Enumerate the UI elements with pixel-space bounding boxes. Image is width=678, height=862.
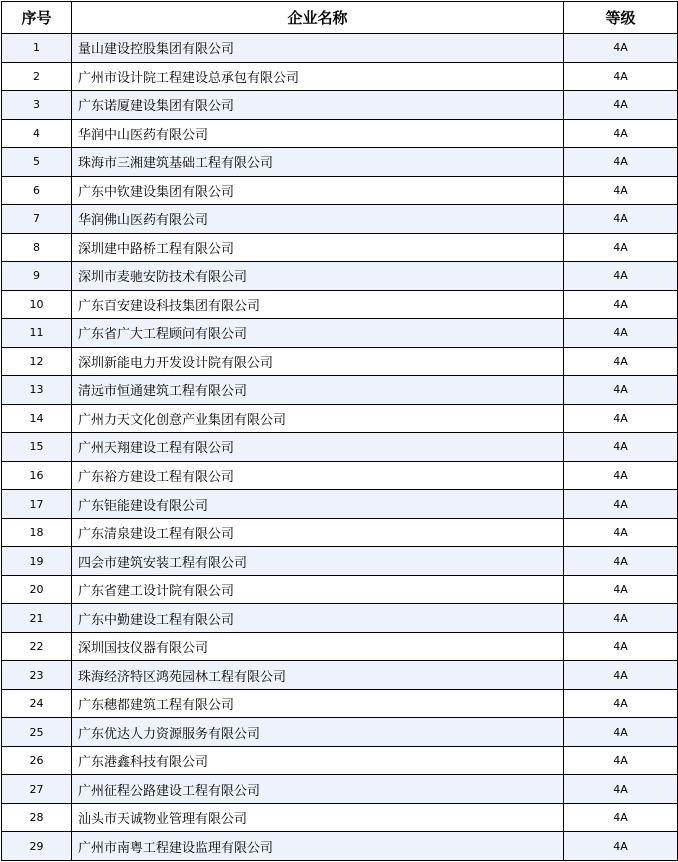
enterprise-name: 广东穗都建筑工程有限公司 xyxy=(72,689,564,718)
row-number: 1 xyxy=(2,34,72,63)
enterprise-name: 珠海经济特区鸿苑园林工程有限公司 xyxy=(72,661,564,690)
enterprise-name: 珠海市三湘建筑基础工程有限公司 xyxy=(72,148,564,177)
table-row xyxy=(2,832,678,861)
grade-value: 4A xyxy=(564,718,678,747)
row-number: 10 xyxy=(2,290,72,319)
row-number: 14 xyxy=(2,404,72,433)
grade-value: 4A xyxy=(564,547,678,576)
table-row xyxy=(2,91,678,120)
grade-value: 4A xyxy=(564,404,678,433)
row-number: 2 xyxy=(2,62,72,91)
table-row xyxy=(2,461,678,490)
grade-value: 4A xyxy=(564,376,678,405)
enterprise-name: 广东港鑫科技有限公司 xyxy=(72,746,564,775)
table-row xyxy=(2,433,678,462)
table-row xyxy=(2,718,678,747)
grade-value: 4A xyxy=(564,832,678,861)
grade-value: 4A xyxy=(564,803,678,832)
table-row xyxy=(2,775,678,804)
table-row xyxy=(2,746,678,775)
row-number: 9 xyxy=(2,262,72,291)
grade-value: 4A xyxy=(564,176,678,205)
table-row xyxy=(2,233,678,262)
enterprise-name: 广东优达人力资源服务有限公司 xyxy=(72,718,564,747)
row-number: 24 xyxy=(2,689,72,718)
header-name: 企业名称 xyxy=(72,2,564,34)
table-row xyxy=(2,119,678,148)
row-number: 21 xyxy=(2,604,72,633)
enterprise-name: 广东清泉建设工程有限公司 xyxy=(72,518,564,547)
enterprise-name: 四会市建筑安装工程有限公司 xyxy=(72,547,564,576)
enterprise-name: 华润中山医药有限公司 xyxy=(72,119,564,148)
row-number: 12 xyxy=(2,347,72,376)
row-number: 26 xyxy=(2,746,72,775)
grade-value: 4A xyxy=(564,91,678,120)
row-number: 17 xyxy=(2,490,72,519)
row-number: 5 xyxy=(2,148,72,177)
enterprise-grade-table xyxy=(1,1,678,861)
grade-value: 4A xyxy=(564,205,678,234)
enterprise-name: 广东省广大工程顾问有限公司 xyxy=(72,319,564,348)
grade-value: 4A xyxy=(564,461,678,490)
grade-value: 4A xyxy=(564,518,678,547)
row-number: 3 xyxy=(2,91,72,120)
grade-value: 4A xyxy=(564,319,678,348)
table-row xyxy=(2,404,678,433)
grade-value: 4A xyxy=(564,661,678,690)
row-number: 28 xyxy=(2,803,72,832)
grade-value: 4A xyxy=(564,34,678,63)
row-number: 23 xyxy=(2,661,72,690)
row-number: 4 xyxy=(2,119,72,148)
row-number: 29 xyxy=(2,832,72,861)
enterprise-name: 深圳市麦驰安防技术有限公司 xyxy=(72,262,564,291)
row-number: 11 xyxy=(2,319,72,348)
enterprise-name: 广东百安建设科技集团有限公司 xyxy=(72,290,564,319)
table-row xyxy=(2,34,678,63)
row-number: 20 xyxy=(2,575,72,604)
enterprise-name: 清远市恒通建筑工程有限公司 xyxy=(72,376,564,405)
enterprise-name: 深圳国技仪器有限公司 xyxy=(72,632,564,661)
row-number: 27 xyxy=(2,775,72,804)
grade-value: 4A xyxy=(564,632,678,661)
table-row xyxy=(2,319,678,348)
grade-value: 4A xyxy=(564,347,678,376)
table-row xyxy=(2,661,678,690)
enterprise-name: 广东中勤建设工程有限公司 xyxy=(72,604,564,633)
table-row xyxy=(2,290,678,319)
grade-value: 4A xyxy=(564,689,678,718)
grade-value: 4A xyxy=(564,775,678,804)
enterprise-name: 深圳新能电力开发设计院有限公司 xyxy=(72,347,564,376)
row-number: 25 xyxy=(2,718,72,747)
table-row xyxy=(2,62,678,91)
table-row xyxy=(2,490,678,519)
row-number: 16 xyxy=(2,461,72,490)
grade-value: 4A xyxy=(564,490,678,519)
enterprise-name: 广州力天文化创意产业集团有限公司 xyxy=(72,404,564,433)
row-number: 18 xyxy=(2,518,72,547)
table-row xyxy=(2,347,678,376)
enterprise-name: 广州市设计院工程建设总承包有限公司 xyxy=(72,62,564,91)
table-row xyxy=(2,148,678,177)
header-grade: 等级 xyxy=(564,2,678,34)
grade-value: 4A xyxy=(564,119,678,148)
table-row xyxy=(2,689,678,718)
row-number: 8 xyxy=(2,233,72,262)
table-row xyxy=(2,547,678,576)
table-row xyxy=(2,176,678,205)
enterprise-name: 广州征程公路建设工程有限公司 xyxy=(72,775,564,804)
header-row xyxy=(2,2,678,34)
table-row xyxy=(2,205,678,234)
enterprise-name: 深圳建中路桥工程有限公司 xyxy=(72,233,564,262)
header-no: 序号 xyxy=(2,2,72,34)
grade-value: 4A xyxy=(564,62,678,91)
row-number: 6 xyxy=(2,176,72,205)
enterprise-name: 量山建设控股集团有限公司 xyxy=(72,34,564,63)
table-header xyxy=(2,2,678,34)
table-row xyxy=(2,376,678,405)
table-body xyxy=(2,34,678,861)
table-row xyxy=(2,632,678,661)
enterprise-name: 汕头市天诚物业管理有限公司 xyxy=(72,803,564,832)
enterprise-name: 华润佛山医药有限公司 xyxy=(72,205,564,234)
row-number: 7 xyxy=(2,205,72,234)
grade-value: 4A xyxy=(564,575,678,604)
table-row xyxy=(2,803,678,832)
grade-value: 4A xyxy=(564,746,678,775)
table-row xyxy=(2,604,678,633)
grade-value: 4A xyxy=(564,233,678,262)
grade-value: 4A xyxy=(564,148,678,177)
grade-value: 4A xyxy=(564,262,678,291)
enterprise-name: 广州天翔建设工程有限公司 xyxy=(72,433,564,462)
row-number: 13 xyxy=(2,376,72,405)
enterprise-name: 广州市南粤工程建设监理有限公司 xyxy=(72,832,564,861)
grade-value: 4A xyxy=(564,290,678,319)
enterprise-name: 广东省建工设计院有限公司 xyxy=(72,575,564,604)
table-row xyxy=(2,262,678,291)
enterprise-name: 广东中钦建设集团有限公司 xyxy=(72,176,564,205)
enterprise-name: 广东诺厦建设集团有限公司 xyxy=(72,91,564,120)
enterprise-name: 广东裕方建设工程有限公司 xyxy=(72,461,564,490)
row-number: 19 xyxy=(2,547,72,576)
table-row xyxy=(2,518,678,547)
table-row xyxy=(2,575,678,604)
row-number: 15 xyxy=(2,433,72,462)
row-number: 22 xyxy=(2,632,72,661)
grade-value: 4A xyxy=(564,433,678,462)
enterprise-name: 广东钜能建设有限公司 xyxy=(72,490,564,519)
grade-value: 4A xyxy=(564,604,678,633)
